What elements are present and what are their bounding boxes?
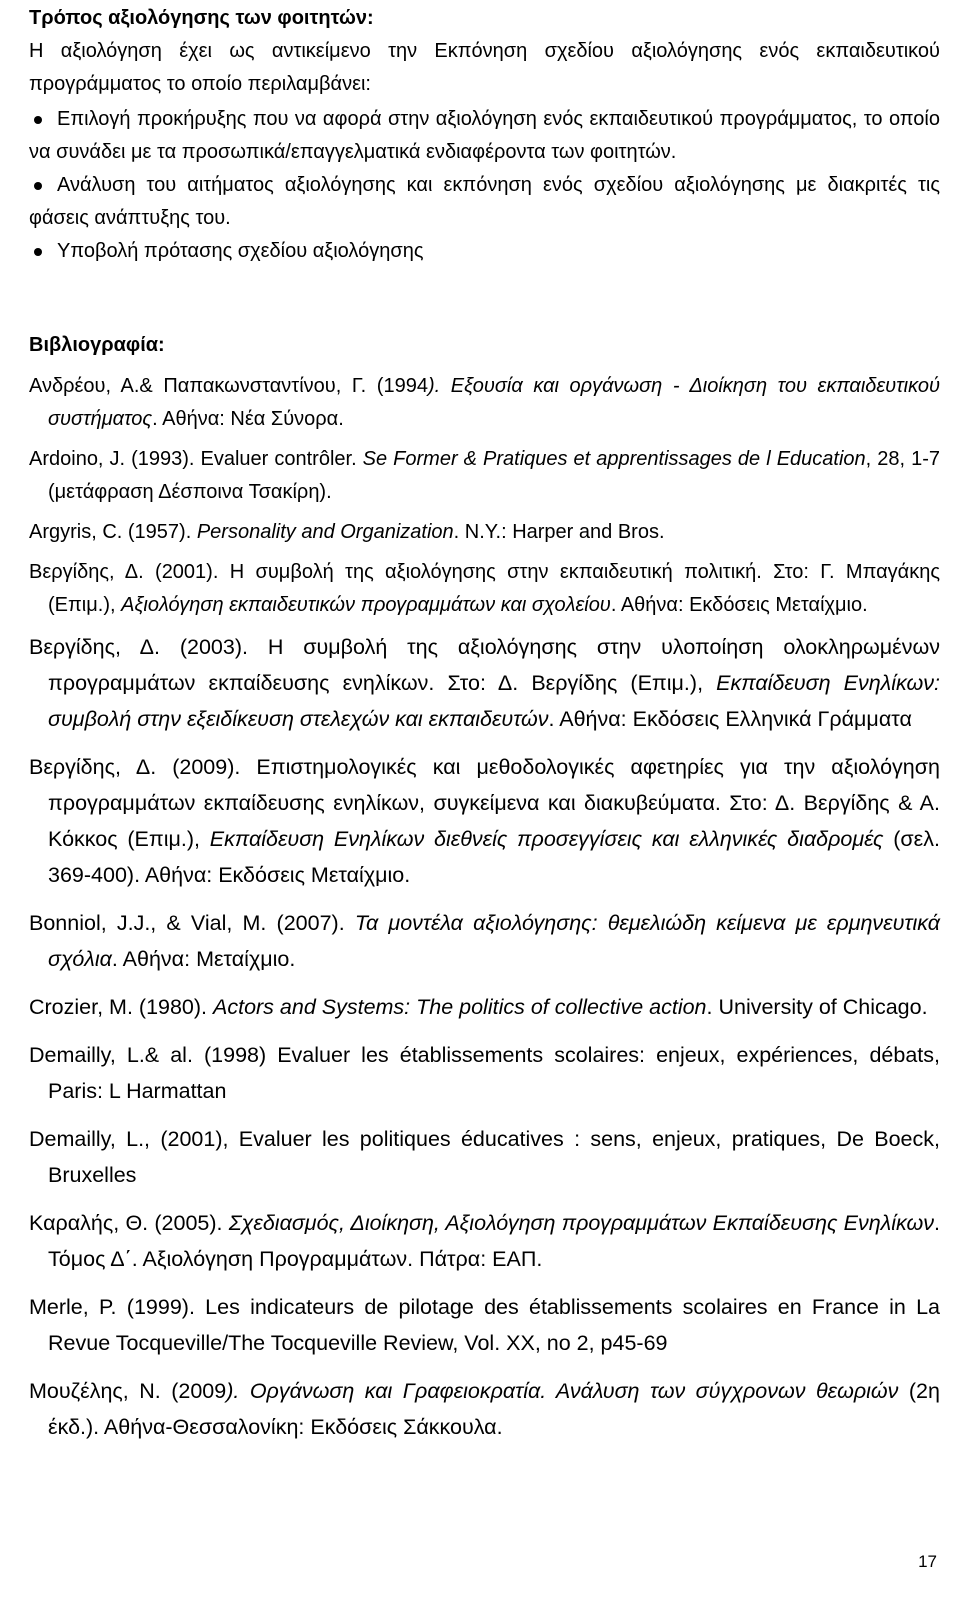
- reference-entry: Crozier, M. (1980). Actors and Systems: The politics of collective action. University of Chicago.: [29, 995, 928, 1019]
- assessment-items-list: [29, 103, 940, 268]
- reference-entry: Argyris, C. (1957). Personality and Organization. N.Y.: Harper and Bros.: [29, 521, 665, 543]
- assessment-intro: Η αξιολόγηση έχει ως αντικείμενο την Εκπόνηση σχεδίου αξιολόγησης ενός εκπαιδευτικού προγράμματος το οποίο περιλαμβάνει:: [29, 40, 940, 95]
- bibliography-list: [29, 370, 940, 1445]
- assessment-item: Επιλογή προκήρυξης που να αφορά στην αξιολόγηση ενός εκπαιδευτικού προγράμματος, το οποίο να συνάδει με τα προσωπικά/επαγγελματικά ενδιαφέροντα των φοιτητών.: [29, 103, 940, 169]
- reference-entry: Καραλής, Θ. (2005). Σχεδιασμός, Διοίκηση, Αξιολόγηση προγραμμάτων Εκπαίδευσης Ενηλίκων. Τόμος Δ΄. Αξιολόγηση Προγραμμάτων. Πάτρα: ΕΑΠ.: [29, 1211, 941, 1271]
- page-number: 17: [918, 1552, 937, 1571]
- reference-entry: Demailly, L., (2001), Evaluer les politiques éducatives : sens, enjeux, pratiques, De Boeck, Bruxelles: [29, 1127, 940, 1187]
- reference-entry: Demailly, L.& al. (1998) Evaluer les établissements scolaires: enjeux, expériences, débats, Paris: L Harmattan: [29, 1043, 940, 1103]
- assessment-item: Ανάλυση του αιτήματος αξιολόγησης και εκπόνηση ενός σχεδίου αξιολόγησης με διακριτές τις φάσεις ανάπτυξης του.: [29, 169, 940, 235]
- reference-entry: Βεργίδης, Δ. (2003). Η συμβολή της αξιολόγησης στην υλοποίηση ολοκληρωμένων προγραμμάτων εκπαίδευσης ενηλίκων. Στο: Δ. Βεργίδης (Επιμ.), Εκπαίδευση Ενηλίκων: συμβολή στην εξειδίκευση στελεχών και εκπαιδευτών. Αθήνα: Εκδόσεις Ελληνικά Γράμματα: [29, 635, 940, 731]
- assessment-item: Υποβολή πρότασης σχεδίου αξιολόγησης: [29, 235, 940, 268]
- reference-entry: Merle, P. (1999). Les indicateurs de pilotage des établissements scolaires en France in La Revue Tocqueville/The Tocqueville Review, Vol. XX, no 2, p45-69: [29, 1295, 940, 1355]
- assessment-heading: Τρόπος αξιολόγησης των φοιτητών:: [29, 7, 374, 29]
- reference-entry: Ardoino, J. (1993). Evaluer contrôler. Se Former & Pratiques et apprentissages de l Education, 28, 1-7 (μετάφραση Δέσποινα Τσακίρη).: [29, 448, 940, 503]
- reference-entry: Βεργίδης, Δ. (2009). Επιστημολογικές και μεθοδολογικές αφετηρίες για την αξιολόγηση προγραμμάτων εκπαίδευσης ενηλίκων, συγκείμενα και διακυβεύματα. Στο: Δ. Βεργίδης & Α. Κόκκος (Επιμ.), Εκπαίδευση Ενηλίκων διεθνείς προσεγγίσεις και ελληνικές διαδρομές (σελ. 369-400). Αθήνα: Εκδόσεις Μεταίχμιο.: [29, 755, 940, 887]
- document-page: [29, 0, 940, 1457]
- bibliography-heading: Βιβλιογραφία:: [29, 334, 165, 356]
- reference-entry: Μουζέλης, Ν. (2009). Οργάνωση και Γραφειοκρατία. Ανάλυση των σύγχρονων θεωριών (2η έκδ.). Αθήνα-Θεσσαλονίκη: Εκδόσεις Σάκκουλα.: [29, 1379, 940, 1439]
- reference-entry: Ανδρέου, Α.& Παπακωνσταντίνου, Γ. (1994). Εξουσία και οργάνωση - Διοίκηση του εκπαιδευτικού συστήματος. Αθήνα: Νέα Σύνορα.: [29, 375, 940, 430]
- reference-entry: Bonniol, J.J., & Vial, M. (2007). Τα μοντέλα αξιολόγησης: θεμελιώδη κείμενα με ερμηνευτικά σχόλια. Αθήνα: Μεταίχμιο.: [29, 911, 940, 971]
- reference-entry: Βεργίδης, Δ. (2001). Η συμβολή της αξιολόγησης στην εκπαιδευτική πολιτική. Στο: Γ. Μπαγάκης (Επιμ.), Αξιολόγηση εκπαιδευτικών προγραμμάτων και σχολείου. Αθήνα: Εκδόσεις Μεταίχμιο.: [29, 561, 940, 616]
